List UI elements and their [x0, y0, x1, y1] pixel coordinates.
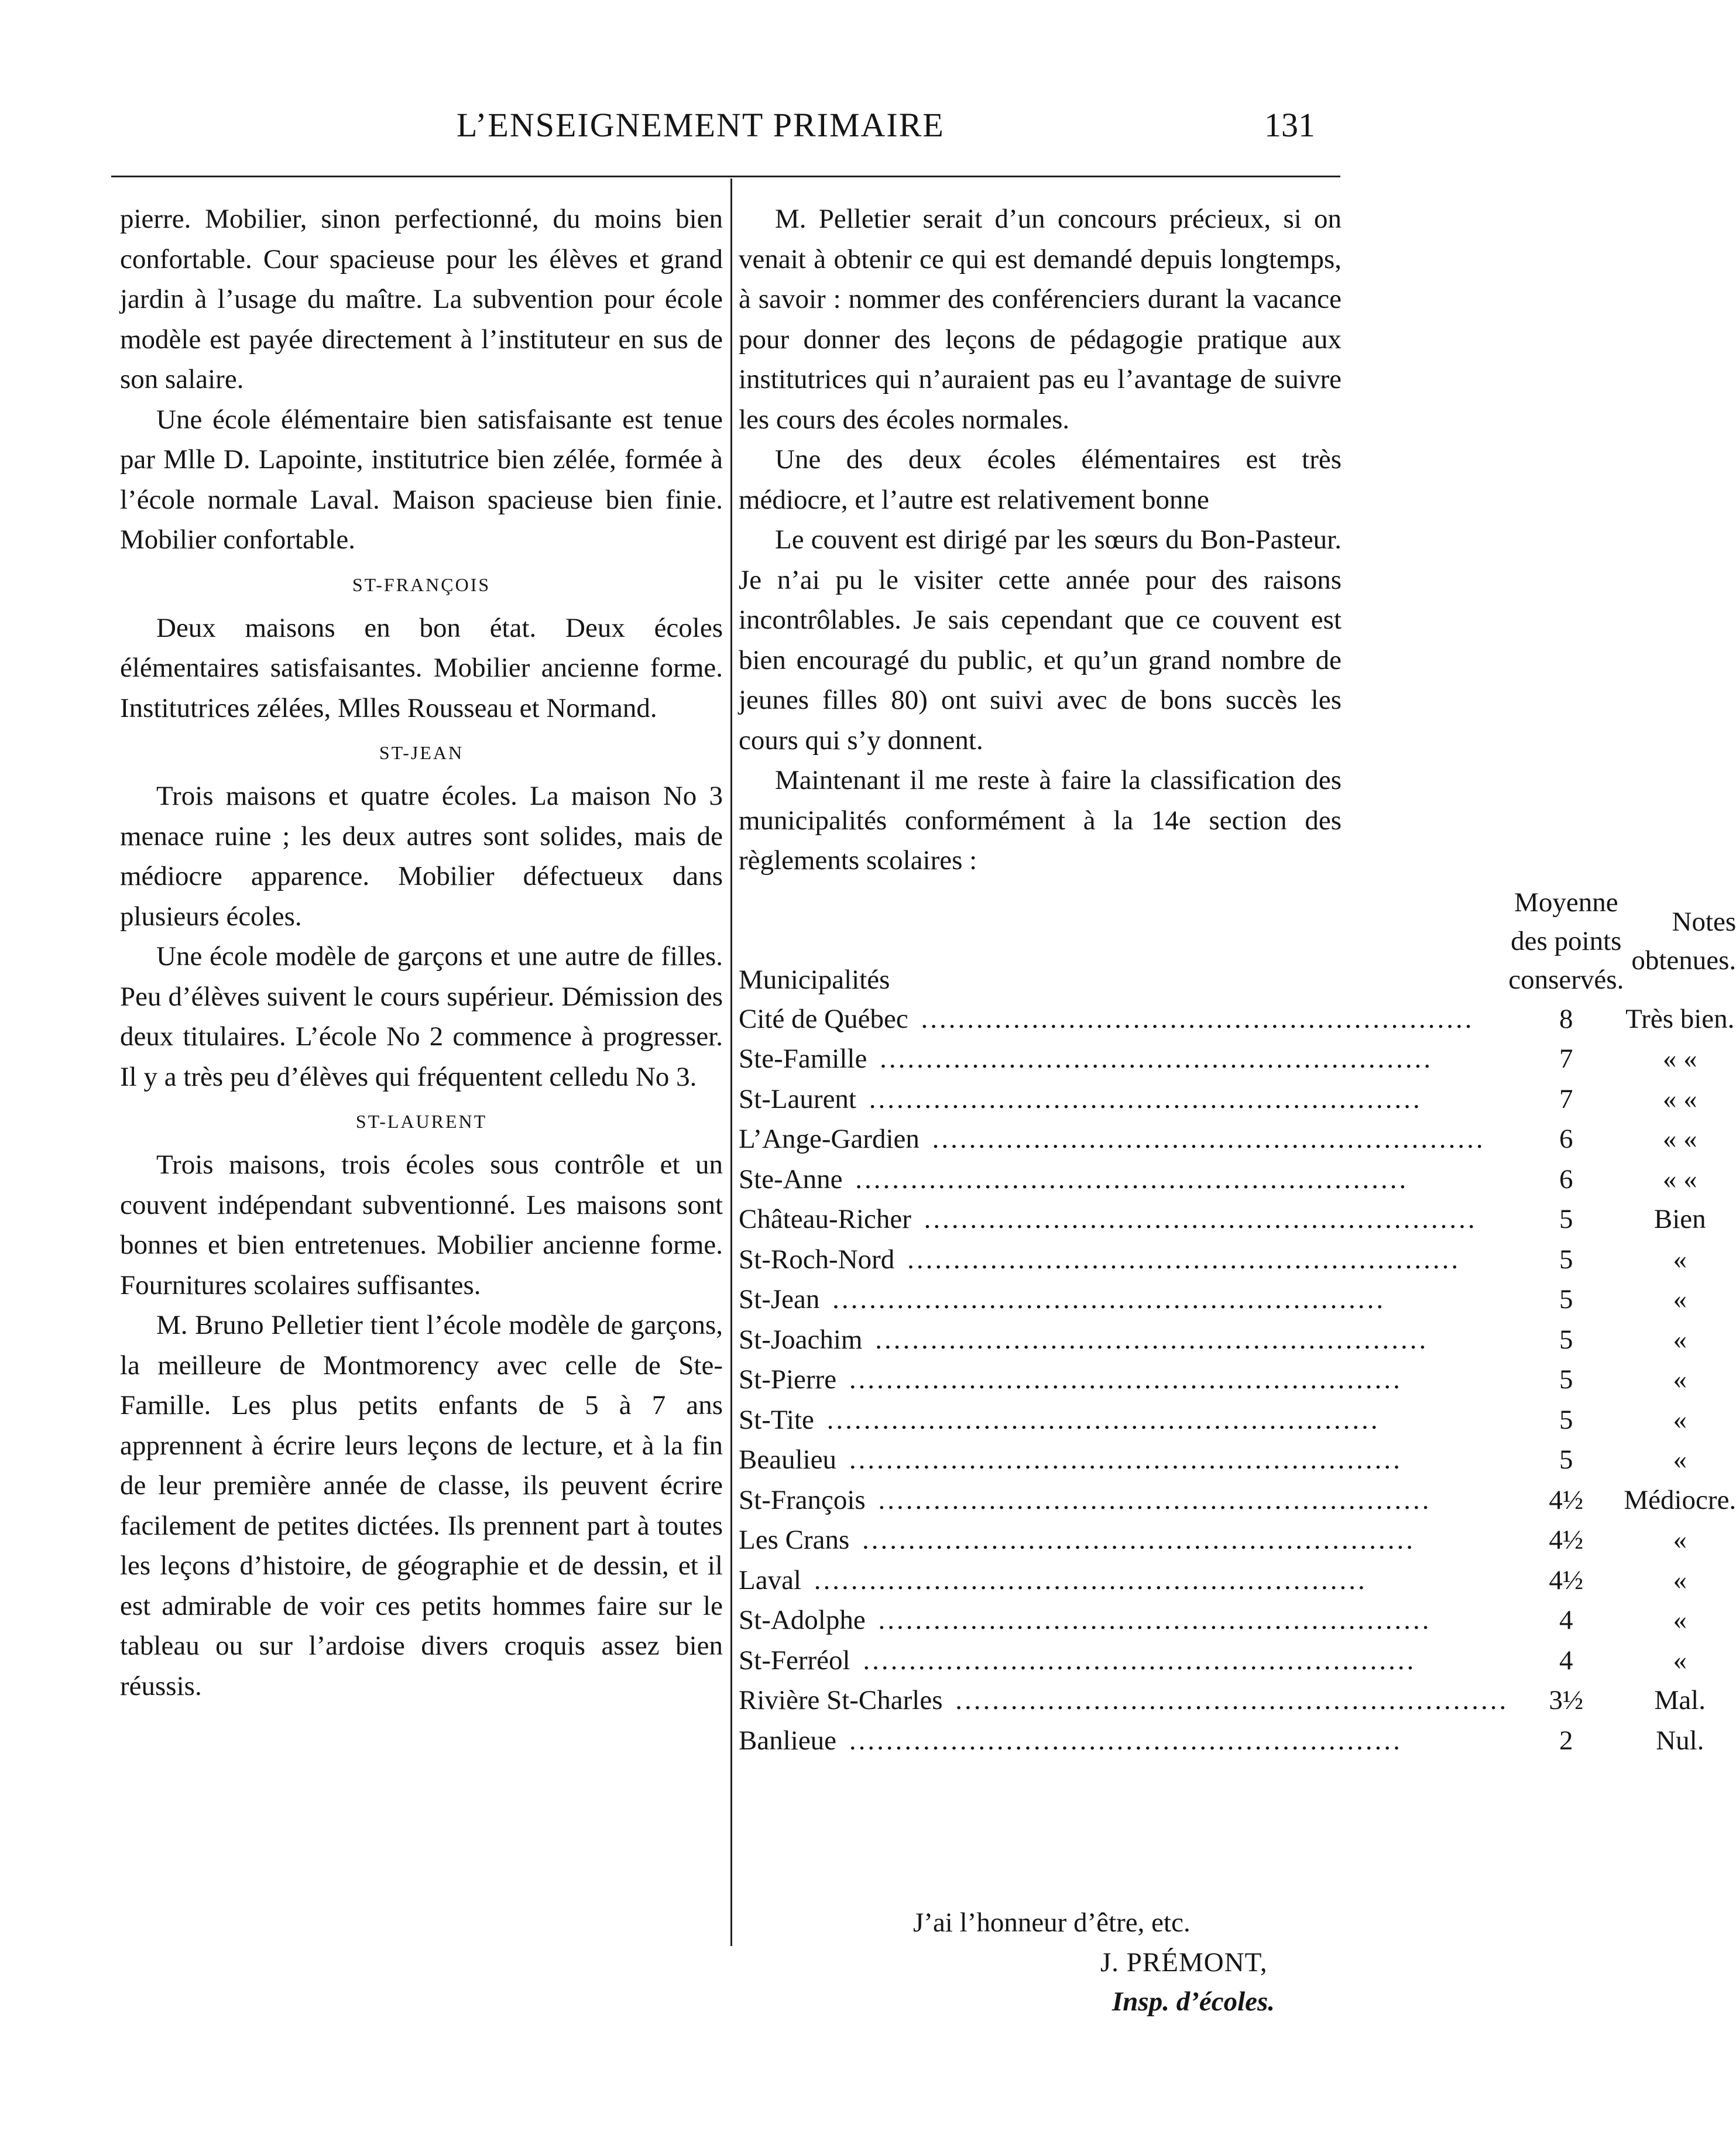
municipality-cell [739, 1360, 1508, 1400]
points-cell: 5 [1559, 1364, 1573, 1395]
leader-dots: ............................................................ [922, 1124, 1485, 1154]
leader-dots: ............................................................ [946, 1685, 1509, 1715]
table-row [739, 1199, 1736, 1240]
note-cell: Nul. [1656, 1725, 1704, 1756]
municipality-cell [739, 1079, 1508, 1120]
leader-dots: ............................................................ [869, 1484, 1432, 1515]
leader-dots: ............................................................ [846, 1164, 1409, 1195]
points-cell: 4½ [1549, 1525, 1584, 1555]
municipality-name: Les Crans [739, 1525, 853, 1555]
municipality-cell [739, 1320, 1508, 1360]
municipality-cell [739, 1400, 1508, 1440]
running-title: L’ENSEIGNEMENT PRIMAIRE [457, 106, 945, 144]
leader-dots: ............................................................ [866, 1324, 1429, 1355]
points-cell: 5 [1559, 1404, 1573, 1435]
points-cell: 4½ [1549, 1564, 1584, 1595]
classification-table [739, 883, 1736, 1761]
table-row [739, 1600, 1736, 1641]
municipality-name: Beaulieu [739, 1444, 840, 1475]
table-body [739, 999, 1736, 1761]
paragraph: M. Pelletier serait d’un concours précieux, si on venait à obtenir ce qui est demandé depuis longtemps, à savoir : nommer des conférenciers durant la vacance pour donner des leçons de pédagogie pratique aux institutrices qui n’auraient pas eu l’avantage de suivre les cours des écoles normales. [739, 204, 1342, 435]
note-cell: « [1673, 1564, 1687, 1595]
signature: J. PRÉMONT, [1100, 1947, 1268, 1978]
municipality-name: St-François [739, 1485, 869, 1515]
table-row [739, 1240, 1736, 1280]
paragraph: Deux maisons en bon état. Deux écoles élémentaires satisfaisantes. Mobilier ancienne forme. Institutrices zélées, Mlles Rousseau et Normand. [120, 612, 723, 723]
points-cell: 5 [1559, 1204, 1573, 1234]
municipality-cell [739, 1159, 1508, 1200]
municipality-name: St-Joachim [739, 1324, 866, 1355]
municipality-name: St-Ferréol [739, 1645, 854, 1676]
note-cell: « [1673, 1444, 1687, 1475]
table-row [739, 1480, 1736, 1521]
points-cell: 4 [1559, 1645, 1573, 1676]
table-row [739, 1320, 1736, 1360]
header-points [1508, 883, 1624, 999]
header-points-line: Moyenne [1514, 887, 1618, 918]
municipality-cell [739, 1721, 1508, 1761]
leader-dots: ............................................................ [911, 1003, 1474, 1034]
note-cell: « [1673, 1404, 1687, 1435]
points-cell: 4½ [1549, 1484, 1584, 1515]
paragraph: Le couvent est dirigé par les sœurs du Bon-Pasteur. Je n’ai pu le visiter cette année pour des raisons incontrôlables. Je sais cependant que ce couvent est bien encouragé du public, et qu’un grand nombre de jeunes filles 80) ont suivi avec de bons succès les cours qui s’y donnent. [739, 524, 1342, 756]
leader-dots: ............................................................ [840, 1444, 1402, 1475]
leader-dots: ............................................................ [870, 1044, 1433, 1074]
note-cell: « [1673, 1284, 1687, 1315]
table-row [739, 1279, 1736, 1320]
page-number: 131 [1264, 106, 1315, 144]
leader-dots: ............................................................ [869, 1605, 1432, 1635]
municipality-cell [739, 1680, 1508, 1721]
section-heading-st-jean: ST-JEAN [379, 742, 464, 763]
municipality-name: Ste-Famille [739, 1044, 870, 1074]
municipality-cell [739, 1600, 1508, 1641]
municipality-name: Ste-Anne [739, 1164, 846, 1195]
leader-dots: ............................................................ [853, 1645, 1416, 1676]
section-heading-st-francois: ST-FRANÇOIS [352, 574, 491, 595]
note-cell: « [1673, 1244, 1687, 1275]
note-cell: Médiocre. [1624, 1484, 1736, 1515]
points-cell: 5 [1559, 1244, 1573, 1275]
municipality-cell [739, 1560, 1508, 1601]
note-cell: « « [1662, 1124, 1697, 1154]
municipality-cell [739, 1240, 1508, 1280]
leader-dots: ............................................................ [853, 1525, 1416, 1555]
table-row [739, 1440, 1736, 1480]
table-header-row [739, 883, 1736, 999]
note-cell: « [1673, 1364, 1687, 1395]
leader-dots: ............................................................ [840, 1364, 1402, 1395]
leader-dots: ............................................................ [860, 1083, 1422, 1114]
points-cell: 4 [1559, 1605, 1573, 1635]
table-row [739, 1360, 1736, 1400]
municipality-name: St-Roch-Nord [739, 1244, 898, 1275]
table-row [739, 1680, 1736, 1721]
municipality-cell [739, 1199, 1508, 1240]
table-row [739, 1641, 1736, 1681]
municipality-name: St-Tite [739, 1405, 818, 1435]
signature-title: Insp. d’écoles. [1112, 1986, 1275, 2017]
municipality-name: Cité de Québec [739, 1004, 912, 1034]
paragraph: Une école modèle de garçons et une autre de filles. Peu d’élèves suivent le cours supérieur. Démission des deux titulaires. L’école No 2 commence à progresser. Il y a très peu d’élèves qui fréquentent celledu No 3. [120, 941, 723, 1092]
table-row [739, 1560, 1736, 1601]
points-cell: 5 [1559, 1284, 1573, 1315]
municipality-name: Rivière St-Charles [739, 1685, 946, 1715]
points-cell: 7 [1559, 1083, 1573, 1114]
municipality-name: L’Ange-Gardien [739, 1124, 923, 1154]
table-row [739, 1159, 1736, 1200]
header-notes: Notes obtenues. [1631, 906, 1736, 976]
note-cell: « [1673, 1645, 1687, 1676]
leader-dots: ............................................................ [817, 1404, 1380, 1435]
table-row [739, 1400, 1736, 1440]
right-column [739, 199, 1736, 1761]
note-cell: « [1673, 1525, 1687, 1555]
municipality-name: St-Pierre [739, 1364, 840, 1395]
header-municipalites: Municipalités [739, 964, 890, 995]
table-row [739, 1119, 1736, 1159]
points-cell: 7 [1559, 1044, 1573, 1074]
municipality-name: St-Adolphe [739, 1605, 869, 1635]
leader-dots: ............................................................ [840, 1725, 1402, 1756]
points-cell: 5 [1559, 1324, 1573, 1355]
municipality-cell [739, 1279, 1508, 1320]
header-rule [111, 176, 1340, 177]
paragraph: pierre. Mobilier, sinon perfectionné, du moins bien confortable. Cour spacieuse pour les élèves et grand jardin à l’usage du maître. La subvention pour école modèle est payée directement à l’instituteur en sus de son salaire. [120, 204, 723, 394]
note-cell: Très bien. [1625, 1003, 1735, 1034]
municipality-cell [739, 999, 1508, 1039]
paragraph: Une des deux écoles élémentaires est très médiocre, et l’autre est relativement bonne [739, 444, 1342, 515]
paragraph: Une école élémentaire bien satisfaisante est tenue par Mlle D. Lapointe, institutrice bien zélée, formée à l’école normale Laval. Maison spacieuse bien finie. Mobilier confortable. [120, 404, 723, 555]
table-row [739, 1039, 1736, 1079]
note-cell: Bien [1653, 1204, 1706, 1234]
left-column [120, 199, 723, 1706]
paragraph: M. Bruno Pelletier tient l’école modèle de garçons, la meilleure de Montmorency avec celle de Ste-Famille. Les plus petits enfants de 5 à 7 ans apprennent à écrire leurs leçons de lecture, et à la fin de leur première année de classe, ils peuvent écrire facilement de petites dictées. Ils prennent part à toutes les leçons d’histoire, de géographie et de dessin, et il est admirable de voir ces petits hommes faire sur le tableau ou sur l’ardoise divers croquis assez bien réussis. [120, 1310, 723, 1701]
table-row [739, 1079, 1736, 1120]
table-row [739, 1721, 1736, 1761]
paragraph: Maintenant il me reste à faire la classification des municipalités conformément à la 14e section des règlements scolaires : [739, 765, 1342, 876]
municipality-cell [739, 1641, 1508, 1681]
points-cell: 6 [1559, 1164, 1573, 1195]
points-cell: 2 [1559, 1725, 1573, 1756]
closing-line: J’ai l’honneur d’être, etc. [913, 1907, 1191, 1938]
municipality-cell [739, 1440, 1508, 1480]
municipality-name: Laval [739, 1565, 805, 1595]
note-cell: Mal. [1654, 1685, 1706, 1715]
points-cell: 5 [1559, 1444, 1573, 1475]
leader-dots: ............................................................ [823, 1284, 1386, 1315]
points-cell: 8 [1559, 1003, 1573, 1034]
header-points-line: des points [1511, 925, 1622, 956]
municipality-name: St-Jean [739, 1284, 823, 1315]
municipality-name: St-Laurent [739, 1084, 860, 1114]
paragraph: Trois maisons et quatre écoles. La maison No 3 menace ruine ; les deux autres sont solides, mais de médiocre apparence. Mobilier défectueux dans plusieurs écoles. [120, 781, 723, 932]
points-cell: 6 [1559, 1124, 1573, 1154]
section-heading-st-laurent: ST-LAURENT [355, 1111, 488, 1132]
leader-dots: ............................................................ [898, 1244, 1461, 1275]
note-cell: « [1673, 1324, 1687, 1355]
municipality-name: Banlieue [739, 1725, 840, 1756]
note-cell: « [1673, 1605, 1687, 1635]
table-row [739, 999, 1736, 1039]
header-points-line: conservés. [1508, 964, 1624, 995]
note-cell: « « [1662, 1083, 1697, 1114]
page-header [0, 105, 1485, 152]
municipality-cell [739, 1520, 1508, 1560]
leader-dots: ............................................................ [805, 1564, 1367, 1595]
points-cell: 3½ [1549, 1685, 1584, 1715]
paragraph: Trois maisons, trois écoles sous contrôle et un couvent indépendant subventionné. Les maisons sont bonnes et bien entretenues. Mobilier ancienne forme. Fournitures scolaires suffisantes. [120, 1149, 723, 1300]
table-row [739, 1520, 1736, 1560]
note-cell: « « [1662, 1164, 1697, 1195]
note-cell: « « [1662, 1044, 1697, 1074]
municipality-cell [739, 1119, 1508, 1159]
municipality-name: Château-Richer [739, 1204, 915, 1234]
leader-dots: ............................................................ [914, 1204, 1477, 1234]
municipality-cell [739, 1039, 1508, 1079]
municipality-cell [739, 1480, 1508, 1521]
column-divider [730, 179, 732, 1946]
